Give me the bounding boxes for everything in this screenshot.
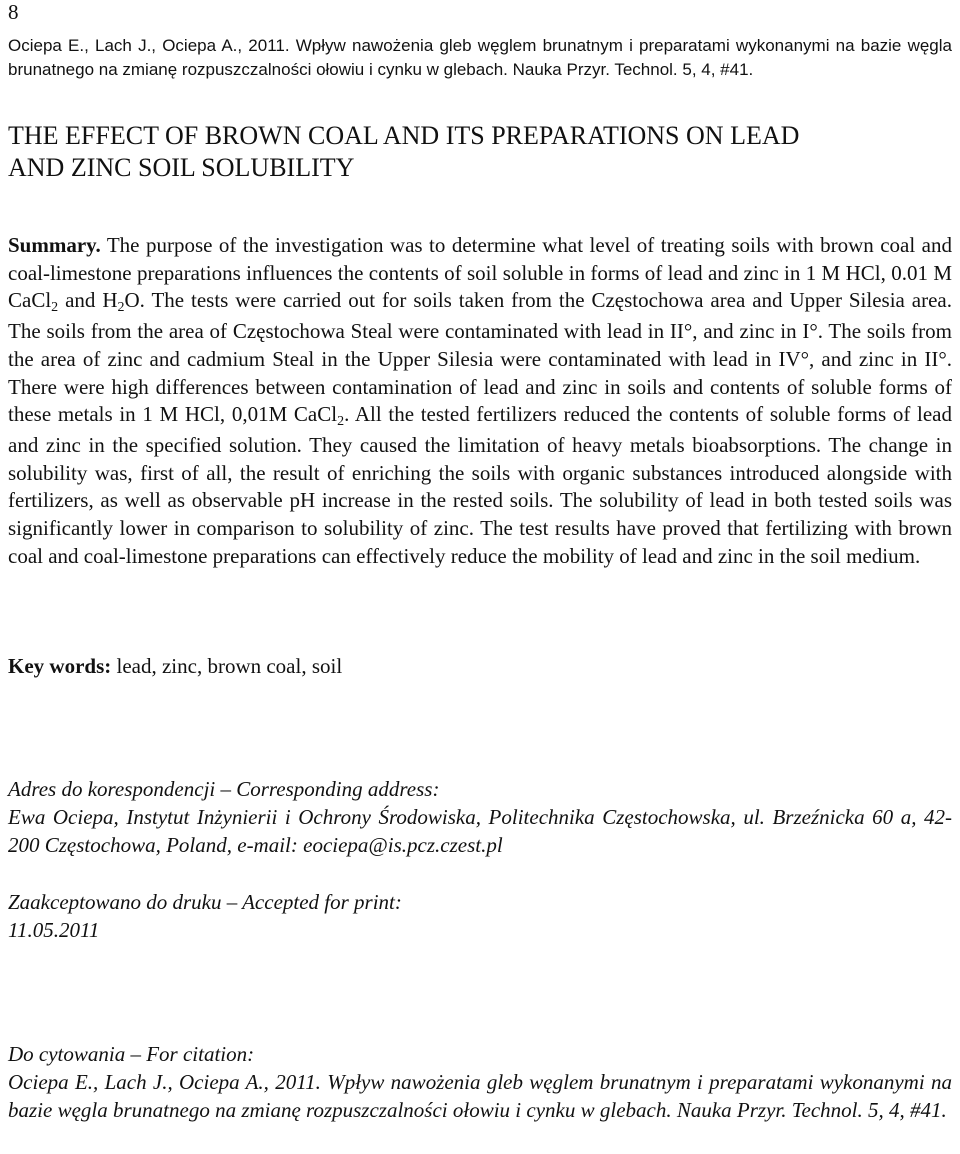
corresponding-address: Ewa Ociepa, Instytut Inżynierii i Ochrony Środowiska, Politechnika Częstochowska, ul. Brzeźnicka 60 a, 42-200 Częstochowa, Poland, e-mail: eociepa@is.pcz.czest.pl [8,805,952,857]
summary-label: Summary. [8,233,101,257]
summary-paragraph [8,232,952,570]
keywords-text: lead, zinc, brown coal, soil [111,654,343,678]
summary-text-a: The purpose of the investigation was to determine what level of treating soils with brown coal and coal-limestone preparations influences the contents of soil soluble in forms of lead and zinc in 1 M HCl, 0.01 M CaCl [8,233,952,313]
address-label: Adres do korespondencji – Corresponding address: [8,777,440,801]
accepted-label: Zaakceptowano do druku – Accepted for print: [8,890,402,914]
article-title [8,120,952,184]
citation-label: Do cytowania – For citation: [8,1042,255,1066]
keywords-label: Key words: [8,654,112,678]
summary-text-b: and H [58,288,118,313]
summary-text-c: O. The tests were carried out for soils taken from the Częstochowa area and Upper Silesia area. The soils from the area of Częstochowa Steal were contaminated with lead in II°, and zinc in I°. The soils from the area of zinc and cadmium Steal in the Upper Silesia were contaminated with lead in IV°, and zinc in II°. There were high differences between contamination of lead and zinc in soils and contents of soluble forms of these metals in 1 M HCl, 0,01M CaCl [8,288,952,427]
summary-subscript-1: 2 [51,300,59,316]
accepted-date: 11.05.2011 [8,918,100,942]
title-line-1: THE EFFECT OF BROWN COAL AND ITS PREPARATIONS ON LEAD [8,121,800,150]
keywords [8,652,952,680]
title-line-2: AND ZINC SOIL SOLUBILITY [8,153,355,182]
page-number: 8 [8,0,19,24]
header-citation: Ociepa E., Lach J., Ociepa A., 2011. Wpływ nawożenia gleb węglem brunatnym i preparatami wykonanymi na bazie węgla brunatnego na zmianę rozpuszczalności ołowiu i cynku w glebach. Nauka Przyr. Technol. 5, 4, #41. [8,36,952,79]
summary-subscript-3: 2 [337,414,345,430]
summary-text-d: . All the tested fertilizers reduced the contents of soluble forms of lead and zinc in the specified solution. They caused the limitation of heavy metals bioabsorptions. The change in solubility was, first of all, the result of enriching the soils with organic substances introduced alongside with fertilizers, as well as observable pH increase in the rested soils. The solubility of lead in both tested soils was significantly lower in comparison to solubility of zinc. The test results have proved that fertilizing with brown coal and coal-limestone preparations can effectively reduce the mobility of lead and zinc in the soil medium. [8,402,952,568]
summary-subscript-2: 2 [117,300,125,316]
citation-text: Ociepa E., Lach J., Ociepa A., 2011. Wpływ nawożenia gleb węglem brunatnym i preparatami wykonanymi na bazie węgla brunatnego na zmianę rozpuszczalności ołowiu i cynku w glebach. Nauka Przyr. Technol. 5, 4, #41. [8,1070,952,1122]
